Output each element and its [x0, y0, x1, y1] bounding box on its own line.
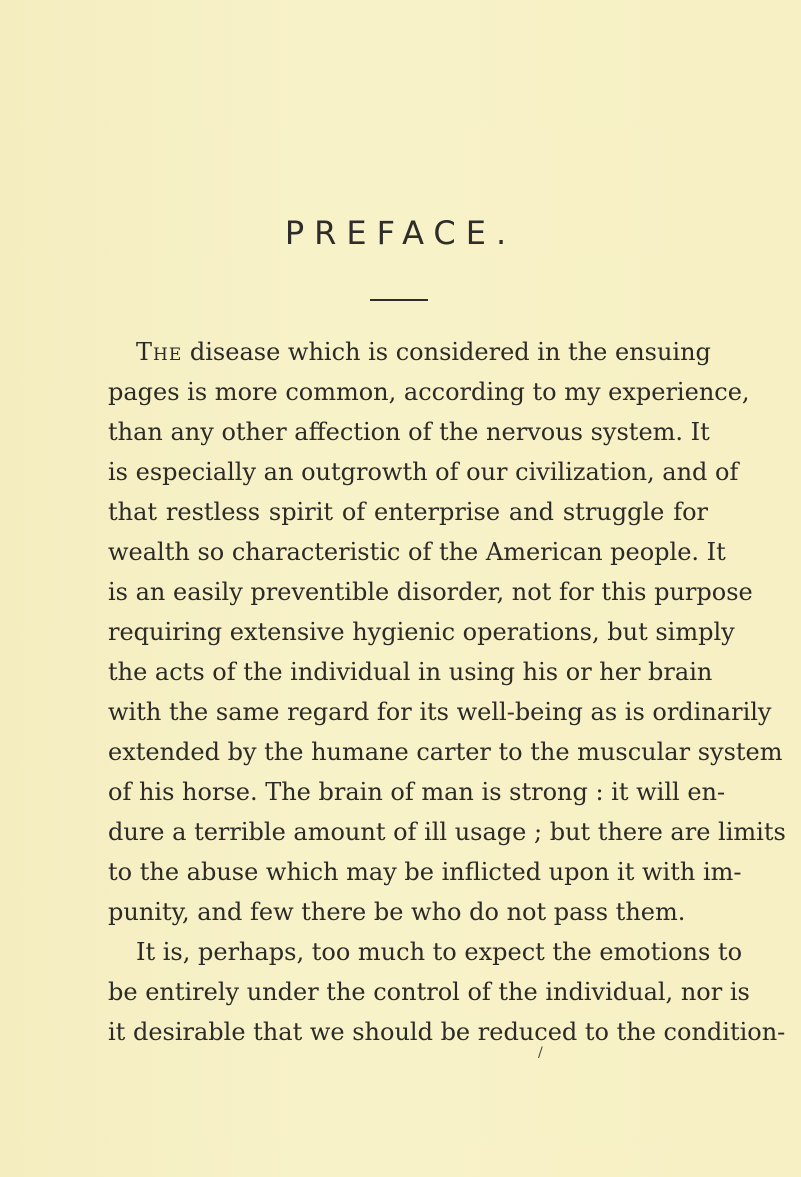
- text-line-8: requiring extensive hygienic operations, but simply: [108, 618, 735, 646]
- text-line-13: dure a terrible amount of ill usage ; but there are limits: [108, 818, 786, 846]
- line-text: disease which is considered in the ensuing: [182, 338, 711, 366]
- text-line-12: of his horse. The brain of man is strong : it will en-: [108, 778, 726, 806]
- text-line-6: wealth so characteristic of the American people. It: [108, 538, 726, 566]
- text-line-17: be entirely under the control of the individual, nor is: [108, 978, 750, 1006]
- text-line-18: it desirable that we should be reduced to the condition-: [108, 1018, 786, 1046]
- title-rule: [370, 299, 428, 301]
- text-line-1: [136, 338, 711, 366]
- text-line-9: the acts of the individual in using his or her brain: [108, 658, 713, 686]
- text-line-5: that restless spirit of enterprise and struggle for: [108, 498, 708, 526]
- text-line-4: is especially an outgrowth of our civilization, and of: [108, 458, 739, 486]
- text-line-15: punity, and few there be who do not pass them.: [108, 898, 686, 926]
- footer-mark: /: [538, 1045, 543, 1061]
- text-line-14: to the abuse which may be inflicted upon it with im-: [108, 858, 742, 886]
- page-title: PREFACE.: [284, 214, 517, 252]
- opening-word: The: [136, 338, 183, 366]
- text-line-3: than any other affection of the nervous system. It: [108, 418, 710, 446]
- text-line-7: is an easily preventible disorder, not for this purpose: [108, 578, 753, 606]
- text-line-2: pages is more common, according to my experience,: [108, 378, 750, 406]
- text-line-16: It is, perhaps, too much to expect the emotions to: [136, 938, 743, 966]
- text-line-11: extended by the humane carter to the muscular system: [108, 738, 783, 766]
- text-line-10: with the same regard for its well-being as is ordinarily: [108, 698, 772, 726]
